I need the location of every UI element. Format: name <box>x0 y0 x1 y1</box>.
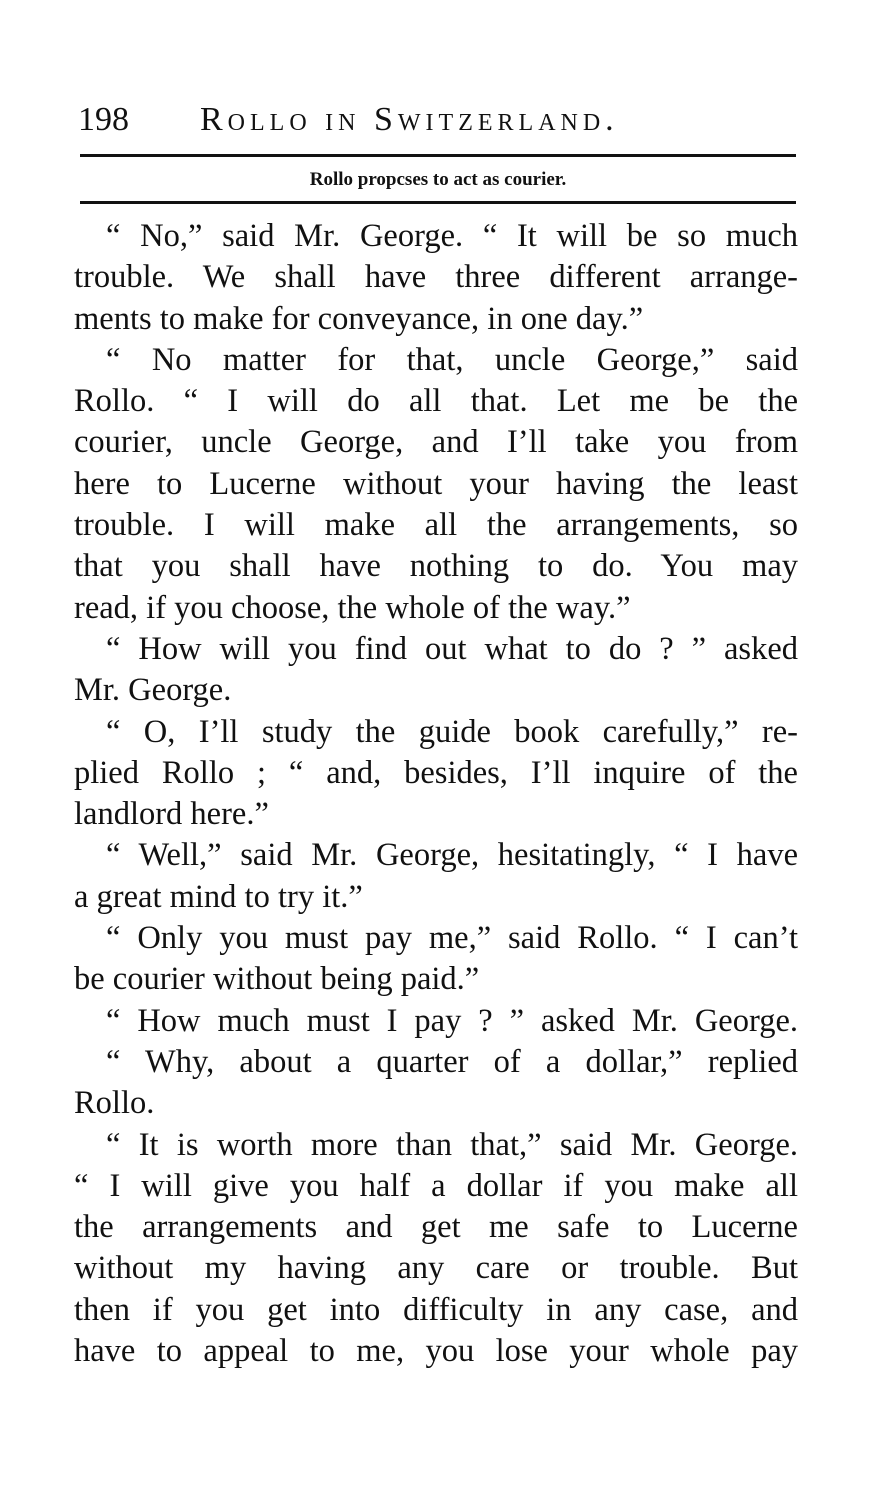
text-line: a great mind to try it.” <box>74 878 363 915</box>
text-line: without my having any care or trouble. But <box>74 1250 798 1287</box>
text-line: Mr. George. <box>74 672 232 709</box>
text-line: trouble. We shall have three different arrange- <box>74 259 798 296</box>
text-line: read, if you choose, the whole of the way.” <box>74 589 631 626</box>
text-line: “ Why, about a quarter of a dollar,” replied <box>106 1043 798 1080</box>
text-line: Rollo. <box>74 1085 155 1122</box>
text-line: the arrangements and get me safe to Lucerne <box>74 1209 798 1246</box>
text-line: landlord here.” <box>74 796 269 833</box>
page-number: 198 <box>78 101 129 138</box>
text-line: courier, uncle George, and I’ll take you from <box>74 424 798 461</box>
body-text <box>74 216 798 1372</box>
running-head <box>78 98 798 142</box>
text-line: here to Lucerne without your having the least <box>74 465 798 502</box>
text-line: that you shall have nothing to do. You may <box>74 548 798 585</box>
header-rule-top <box>80 154 796 157</box>
text-line: be courier without being paid.” <box>74 961 480 998</box>
text-line: “ Only you must pay me,” said Rollo. “ I can’t <box>106 920 798 957</box>
text-line: ments to make for conveyance, in one day.” <box>74 300 644 337</box>
text-line: trouble. I will make all the arrangements, so <box>74 507 798 544</box>
text-line: Rollo. “ I will do all that. Let me be the <box>74 383 798 420</box>
text-line: “ No matter for that, uncle George,” said <box>106 341 798 378</box>
book-title: Rollo in Switzerland. <box>200 101 619 138</box>
text-line: “ O, I’ll study the guide book carefully,” re- <box>106 713 798 750</box>
text-line: have to appeal to me, you lose your whole pay <box>74 1333 798 1370</box>
text-line: “ How will you find out what to do ? ” asked <box>106 630 798 667</box>
text-line: “ No,” said Mr. George. “ It will be so much <box>106 218 798 254</box>
text-line: plied Rollo ; “ and, besides, I’ll inquire of the <box>74 754 798 791</box>
chapter-summary: Rollo propcses to act as courier. <box>309 169 567 190</box>
text-line: “ How much must I pay ? ” asked Mr. George. <box>106 1002 798 1039</box>
text-line: “ Well,” said Mr. George, hesitatingly, “ I have <box>106 837 798 874</box>
text-line: then if you get into difficulty in any case, and <box>74 1291 798 1328</box>
text-line: “ I will give you half a dollar if you make all <box>74 1167 798 1204</box>
text-line: “ It is worth more than that,” said Mr. George. <box>106 1126 798 1163</box>
header-rule-bottom <box>80 201 796 204</box>
